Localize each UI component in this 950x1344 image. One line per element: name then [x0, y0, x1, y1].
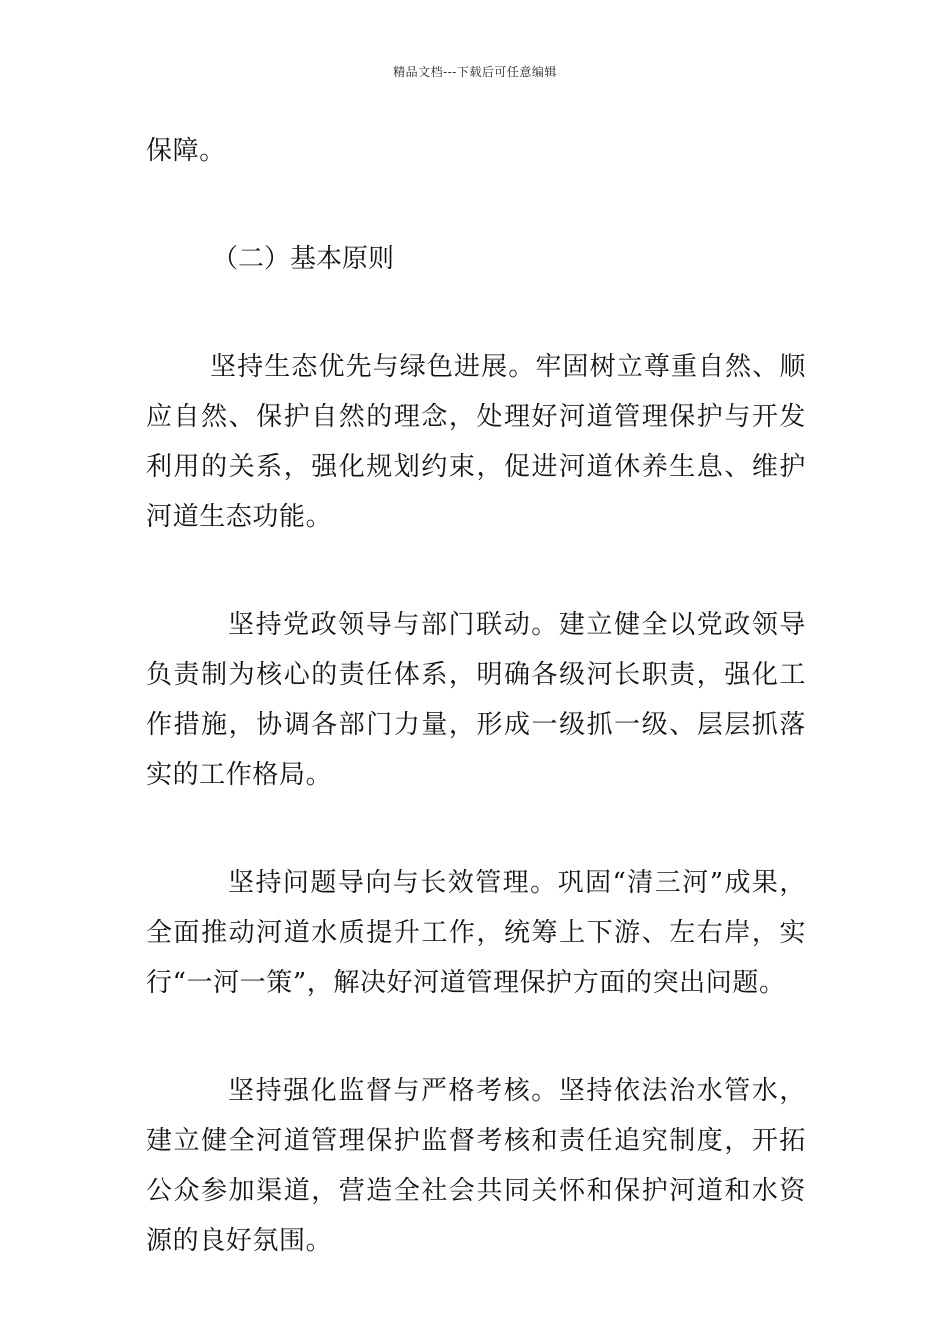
- document-body: [146, 126, 806, 1266]
- principle-paragraph-ecology: 坚持生态优先与绿色进展。牢固树立尊重自然、顺应自然、保护自然的理念，处理好河道管理保护与开发利用的关系，强化规划约束，促进河道休养生息、维护河道生态功能。: [146, 352, 806, 532]
- principle-paragraph-supervision: 坚持强化监督与严格考核。坚持依法治水管水，建立健全河道管理保护监督考核和责任追究制度，开拓公众参加渠道，营造全社会共同关怀和保护河道和水资源的良好氛围。: [146, 1076, 806, 1256]
- page-header: 精品文档---下载后可任意编辑: [393, 65, 557, 79]
- principle-paragraph-problem-oriented: 坚持问题导向与长效管理。巩固“清三河”成果，全面推动河道水质提升工作，统筹上下游、左右岸，实行“一河一策”，解决好河道管理保护方面的突出问题。: [146, 868, 806, 998]
- paragraph-continuation: 保障。: [146, 136, 226, 166]
- principle-paragraph-leadership: 坚持党政领导与部门联动。建立健全以党政领导负责制为核心的责任体系，明确各级河长职责，强化工作措施，协调各部门力量，形成一级抓一级、层层抓落实的工作格局。: [146, 610, 806, 790]
- section-heading: （二）基本原则: [212, 244, 395, 274]
